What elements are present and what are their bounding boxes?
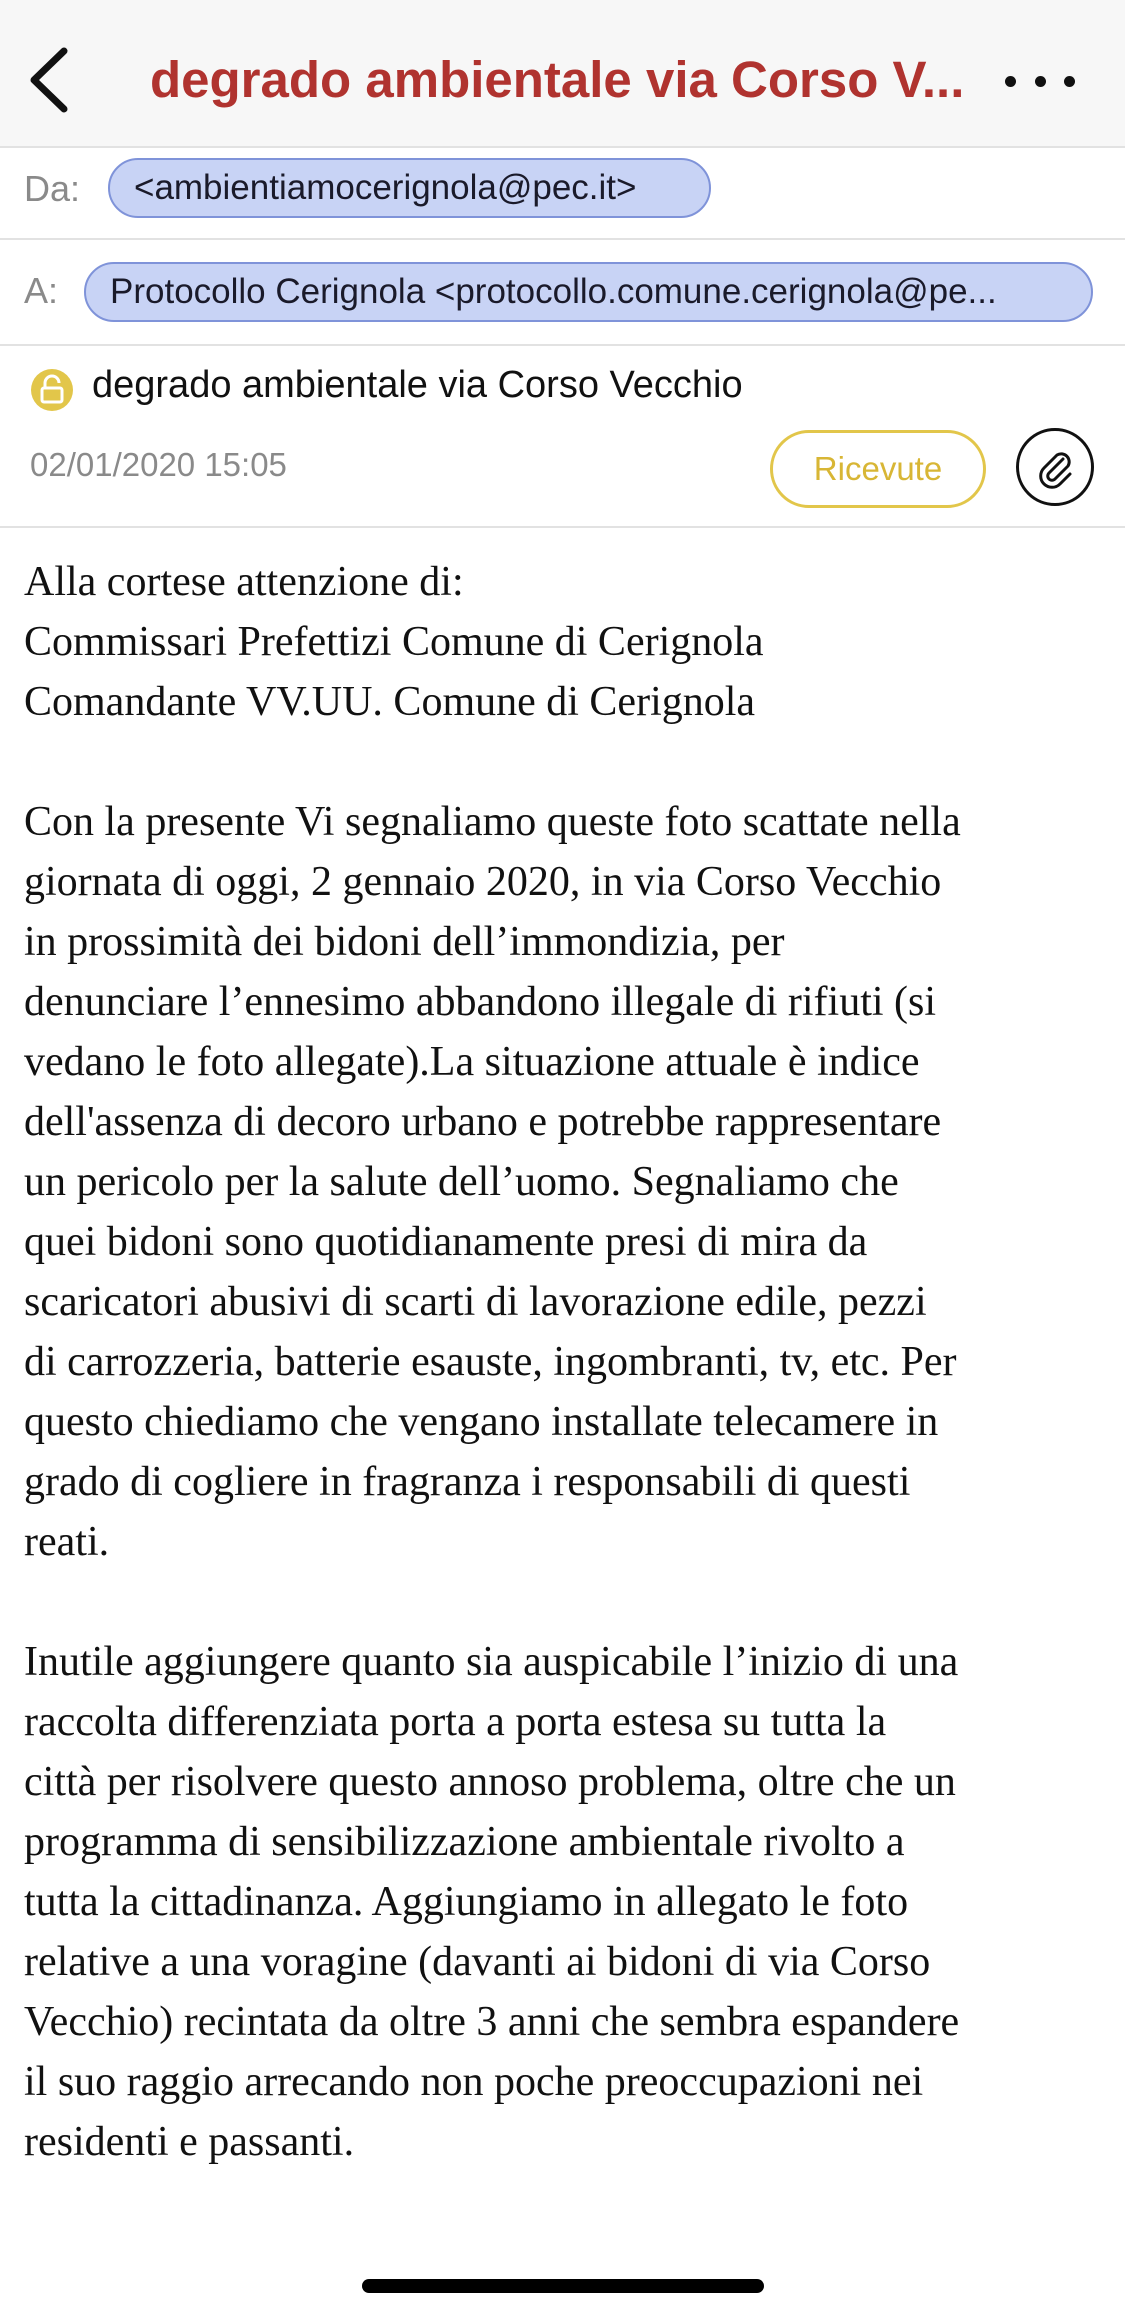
- body-line: scaricatori abusivi di scarti di lavorazione edile, pezzi: [24, 1279, 927, 1325]
- body-line: grado di cogliere in fragranza i responsabili di questi: [24, 1459, 911, 1505]
- body-line: Commissari Prefettizi Comune di Cerignola: [24, 619, 764, 665]
- body-line: Inutile aggiungere quanto sia auspicabile l’inizio di una: [24, 1639, 959, 1685]
- body-line: in prossimità dei bidoni dell’immondizia, per: [24, 919, 785, 965]
- body-line: tutta la cittadinanza. Aggiungiamo in allegato le foto: [24, 1879, 909, 1925]
- back-button[interactable]: [18, 40, 78, 120]
- message-subject: degrado ambientale via Corso Vecchio: [92, 364, 743, 406]
- body-line: quei bidoni sono quotidianamente presi di mira da: [24, 1219, 868, 1265]
- email-body: [24, 552, 1104, 2172]
- from-row: [0, 148, 1125, 240]
- body-paragraph: [24, 552, 1104, 732]
- body-line: Alla cortese attenzione di:: [24, 559, 464, 605]
- body-line: di carrozzeria, batterie esauste, ingombranti, tv, etc. Per: [24, 1339, 957, 1385]
- navigation-bar: [0, 0, 1125, 148]
- body-line: giornata di oggi, 2 gennaio 2020, in via Corso Vecchio: [24, 859, 942, 905]
- body-paragraph: [24, 1632, 1104, 2172]
- body-line: un pericolo per la salute dell’uomo. Segnaliamo che: [24, 1159, 899, 1205]
- home-indicator[interactable]: [362, 2279, 764, 2293]
- body-line: programma di sensibilizzazione ambientale rivolto a: [24, 1819, 905, 1865]
- body-line: Vecchio) recintata da oltre 3 anni che sembra espandere: [24, 1999, 960, 2045]
- body-line: denunciare l’ennesimo abbandono illegale di rifiuti (si: [24, 979, 937, 1025]
- received-button[interactable]: Ricevute: [770, 430, 986, 508]
- more-options-button[interactable]: [1005, 56, 1075, 106]
- to-label: A:: [24, 270, 59, 311]
- body-line: questo chiediamo che vengano installate telecamere in: [24, 1399, 939, 1445]
- recipient-chip[interactable]: Protocollo Cerignola <protocollo.comune.cerignola@pe...: [84, 262, 1093, 322]
- chevron-left-icon: [26, 45, 70, 115]
- message-meta: [0, 346, 1125, 528]
- attachments-button[interactable]: [1016, 428, 1094, 506]
- to-row: [0, 240, 1125, 346]
- sender-chip[interactable]: <ambientiamocerignola@pec.it>: [108, 158, 711, 218]
- body-line: raccolta differenziata porta a porta estesa su tutta la: [24, 1699, 887, 1745]
- body-line: reati.: [24, 1519, 110, 1565]
- from-label: Da:: [24, 168, 81, 209]
- paperclip-icon: [1033, 445, 1077, 489]
- email-title: degrado ambientale via Corso V...: [150, 51, 965, 108]
- body-line: il suo raggio arrecando non poche preoccupazioni nei: [24, 2059, 924, 2105]
- lock-icon: [30, 368, 74, 412]
- more-horizontal-icon: [1005, 76, 1016, 87]
- body-line: Comandante VV.UU. Comune di Cerignola: [24, 679, 756, 725]
- message-date: 02/01/2020 15:05: [30, 446, 287, 483]
- body-line: città per risolvere questo annoso problema, oltre che un: [24, 1759, 956, 1805]
- body-line: vedano le foto allegate).La situazione attuale è indice: [24, 1039, 920, 1085]
- body-line: residenti e passanti.: [24, 2119, 355, 2165]
- body-line: dell'assenza di decoro urbano e potrebbe rappresentare: [24, 1099, 942, 1145]
- body-paragraph: [24, 792, 1104, 1572]
- body-line: relative a una voragine (davanti ai bidoni di via Corso: [24, 1939, 931, 1985]
- body-line: Con la presente Vi segnaliamo queste foto scattate nella: [24, 799, 961, 845]
